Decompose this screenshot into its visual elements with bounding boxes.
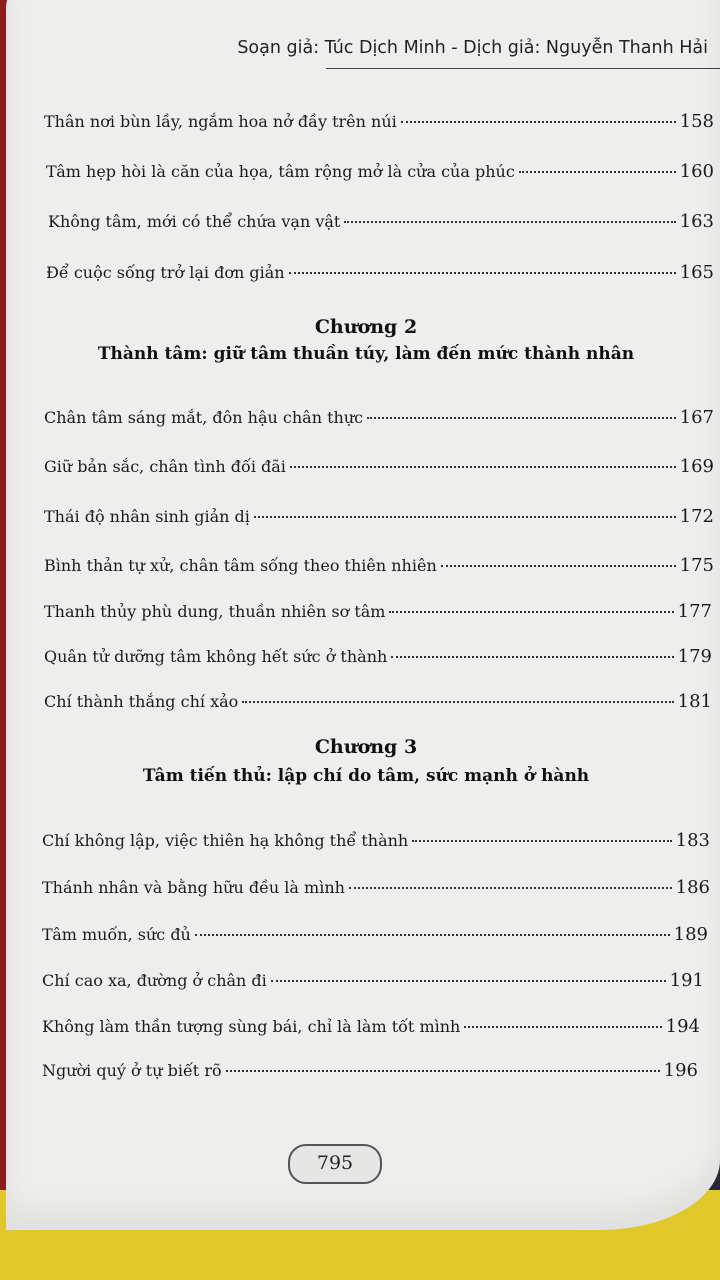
entry-page: 165 <box>679 262 714 283</box>
toc-entry <box>44 601 712 622</box>
entry-title: Giữ bản sắc, chân tình đối đãi <box>44 457 286 476</box>
toc-entry <box>44 456 714 477</box>
entry-title: Người quý ở tự biết rõ <box>42 1061 222 1080</box>
dot-leader <box>226 1070 660 1072</box>
entry-title: Thái độ nhân sinh giản dị <box>44 507 250 526</box>
toc-entry <box>42 877 710 898</box>
entry-title: Chân tâm sáng mắt, đôn hậu chân thực <box>44 408 364 427</box>
entry-page: 186 <box>675 877 710 898</box>
entry-page: 194 <box>665 1016 700 1037</box>
entry-page: 163 <box>679 211 714 232</box>
entry-title: Không làm thần tượng sùng bái, chỉ là làm tốt mình <box>42 1017 461 1036</box>
entry-title: Chí cao xa, đường ở chân đi <box>42 971 267 990</box>
dot-leader <box>290 466 676 468</box>
dot-leader <box>349 887 672 889</box>
toc-entry <box>44 111 714 132</box>
toc-entry <box>42 830 710 851</box>
toc-entry <box>42 924 708 945</box>
entry-page: 175 <box>679 555 714 576</box>
dot-leader <box>464 1026 661 1028</box>
entry-page: 169 <box>679 456 714 477</box>
entry-title: Thanh thủy phù dung, thuần nhiên sơ tâm <box>44 602 386 621</box>
chapter-3-heading: Chương 3 <box>314 736 418 758</box>
toc-entry <box>42 1016 700 1037</box>
entry-title: Chí thành thắng chí xảo <box>44 692 239 711</box>
dot-leader <box>289 272 676 274</box>
entry-title: Chí không lập, việc thiên hạ không thể thành <box>42 831 409 850</box>
dot-leader <box>367 417 676 419</box>
dot-leader <box>401 121 676 123</box>
entry-title: Bình thản tự xử, chân tâm sống theo thiên nhiên <box>44 556 437 575</box>
entry-page: 172 <box>679 506 714 527</box>
book-page <box>6 0 720 1230</box>
chapter-3-subtitle: Tâm tiến thủ: lập chí do tâm, sức mạnh ở hành <box>142 766 590 786</box>
entry-page: 183 <box>675 830 710 851</box>
entry-title: Quân tử dưỡng tâm không hết sức ở thành <box>44 647 388 666</box>
chapter-2-subtitle: Thành tâm: giữ tâm thuần túy, làm đến mức thành nhân <box>97 344 635 364</box>
toc-entry <box>44 506 714 527</box>
dot-leader <box>412 840 671 842</box>
toc-entry <box>46 161 714 182</box>
entry-page: 160 <box>679 161 714 182</box>
entry-page: 196 <box>663 1060 698 1081</box>
entry-page: 189 <box>673 924 708 945</box>
toc-entry <box>48 211 714 232</box>
toc-entry <box>46 262 714 283</box>
toc-entry <box>44 646 712 667</box>
dot-leader <box>389 611 673 613</box>
entry-page: 177 <box>677 601 712 622</box>
entry-page: 167 <box>679 407 714 428</box>
entry-page: 191 <box>669 970 704 991</box>
entry-title: Không tâm, mới có thể chứa vạn vật <box>48 212 341 231</box>
toc-entry <box>42 1060 698 1081</box>
entry-title: Tâm muốn, sức đủ <box>42 925 191 944</box>
dot-leader <box>441 565 676 567</box>
dot-leader <box>391 656 673 658</box>
toc-entry <box>44 555 714 576</box>
entry-title: Để cuộc sống trở lại đơn giản <box>46 263 285 282</box>
entry-page: 181 <box>677 691 712 712</box>
entry-title: Thánh nhân và bằng hữu đều là mình <box>42 878 345 897</box>
header-rule <box>326 68 720 69</box>
dot-leader <box>519 171 676 173</box>
toc-entry <box>42 970 704 991</box>
running-header: Soạn giả: Túc Dịch Minh - Dịch giả: Nguyễn Thanh Hải <box>237 38 708 58</box>
dot-leader <box>254 516 676 518</box>
dot-leader <box>271 980 666 982</box>
toc-entry <box>44 407 714 428</box>
dot-leader <box>195 934 670 936</box>
dot-leader <box>242 701 673 703</box>
entry-title: Tâm hẹp hòi là căn của họa, tâm rộng mở là cửa của phúc <box>46 162 515 181</box>
toc-entry <box>44 691 712 712</box>
entry-title: Thân nơi bùn lầy, ngắm hoa nở đầy trên núi <box>44 112 397 131</box>
entry-page: 158 <box>679 111 714 132</box>
dot-leader <box>344 221 675 223</box>
entry-page: 179 <box>677 646 712 667</box>
chapter-2-heading: Chương 2 <box>314 316 418 338</box>
page-number-badge: 795 <box>288 1144 382 1184</box>
